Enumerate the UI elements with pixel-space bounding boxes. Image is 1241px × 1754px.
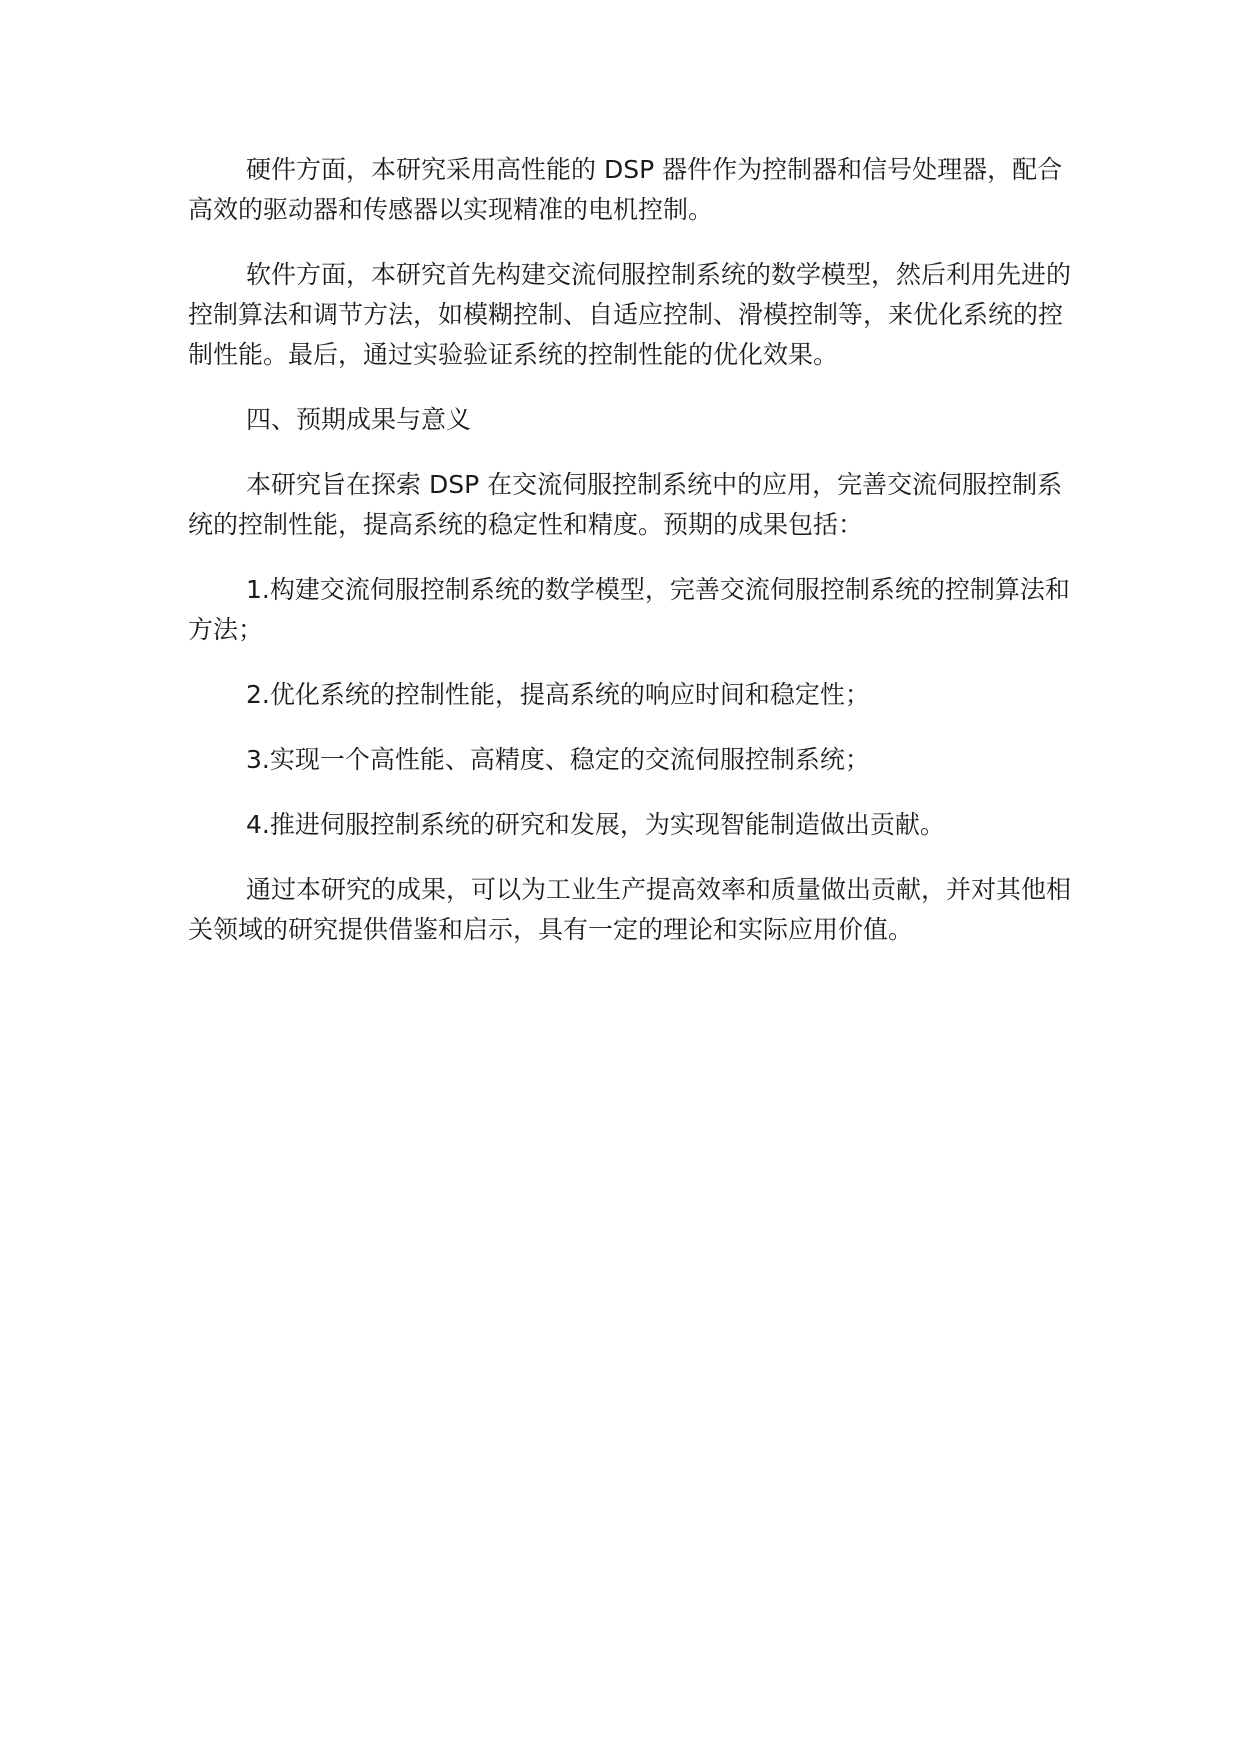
paragraph-conclusion: 通过本研究的成果，可以为工业生产提高效率和质量做出贡献，并对其他相关领域的研究提供借鉴和启示，具有一定的理论和实际应用价值。: [188, 875, 1072, 944]
document-body: [188, 150, 1078, 975]
paragraph-hardware: 硬件方面，本研究采用高性能的 DSP 器件作为控制器和信号处理器，配合高效的驱动器和传感器以实现精准的电机控制。: [188, 155, 1063, 224]
paragraph-research-aim: 本研究旨在探索 DSP 在交流伺服控制系统中的应用，完善交流伺服控制系统的控制性能，提高系统的稳定性和精度。预期的成果包括：: [188, 470, 1063, 539]
list-item-3: 3.实现一个高性能、高精度、稳定的交流伺服控制系统；: [246, 745, 870, 774]
list-item-2: 2.优化系统的控制性能，提高系统的响应时间和稳定性；: [246, 680, 870, 709]
list-item-4: 4.推进伺服控制系统的研究和发展，为实现智能制造做出贡献。: [246, 810, 945, 839]
section-heading-expected-results: 四、预期成果与意义: [246, 405, 472, 434]
paragraph-software: 软件方面，本研究首先构建交流伺服控制系统的数学模型，然后利用先进的控制算法和调节方法，如模糊控制、自适应控制、滑模控制等，来优化系统的控制性能。最后，通过实验验证系统的控制性能的优化效果。: [188, 260, 1072, 369]
list-item-1: 1.构建交流伺服控制系统的数学模型，完善交流伺服控制系统的控制算法和方法；: [188, 575, 1070, 644]
